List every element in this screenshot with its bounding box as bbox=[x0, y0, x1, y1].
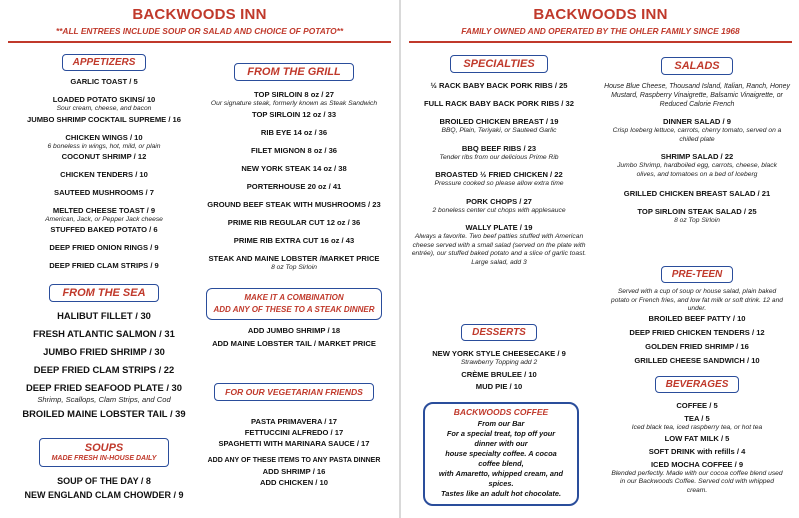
backwoods-coffee-box bbox=[423, 402, 579, 506]
grill-heading: FROM THE GRILL bbox=[234, 63, 354, 81]
menu-item-desc: Jumbo Shrimp, hardboiled egg, carrots, cheese, black olives, and tomatoes on a bed of Iceberg bbox=[617, 162, 777, 178]
coffee-line: From our Bar bbox=[477, 419, 525, 428]
beverages-section bbox=[601, 374, 793, 495]
menu-item-desc: Always a favorite. Two beef patties stuffed with American cheese served with a small salad (served on the plate with entrée), our stuffed baked potato and a slice of garlic toast. Large salad, add 3 bbox=[411, 233, 587, 266]
menu-item-desc: BBQ, Plain, Teriyaki, or Sauteed Garlic bbox=[441, 127, 557, 134]
menu-item: DEEP FRIED ONION RINGS / 9 bbox=[49, 242, 159, 252]
menu-item: ADD CHICKEN / 10 bbox=[260, 478, 328, 487]
menu-item: SHRIMP SALAD / 22 bbox=[660, 152, 734, 161]
menu-item: TEA / 5 bbox=[684, 414, 710, 423]
right-subtitle: FAMILY OWNED AND OPERATED BY THE OHLER FAMILY SINCE 1968 bbox=[461, 26, 740, 36]
menu-item: CHICKEN TENDERS / 10 bbox=[60, 170, 148, 179]
left-menu-page bbox=[0, 0, 399, 518]
menu-item: NEW YORK STYLE CHEESECAKE / 9 bbox=[432, 349, 566, 358]
menu-item: GOLDEN FRIED SHRIMP / 16 bbox=[645, 341, 749, 351]
menu-item-desc: Pressure cooked so please allow extra time bbox=[434, 180, 564, 187]
menu-item: MELTED CHEESE TOAST / 9 bbox=[52, 206, 156, 215]
menu-item: STUFFED BAKED POTATO / 6 bbox=[50, 224, 158, 234]
combo-box bbox=[206, 288, 381, 320]
add-note: ADD ANY OF THESE ITEMS TO ANY PASTA DINNER bbox=[207, 457, 381, 464]
menu-item: FILET MIGNON 8 oz / 36 bbox=[250, 145, 338, 155]
coffee-line: spices. bbox=[488, 479, 514, 488]
menu-item-desc: Strawberry Topping add 2 bbox=[460, 359, 538, 366]
menu-item: COFFEE / 5 bbox=[676, 401, 718, 410]
coffee-heading: BACKWOODS COFFEE bbox=[453, 407, 549, 417]
menu-item: DINNER SALAD / 9 bbox=[663, 117, 731, 126]
menu-item: WALLY PLATE / 19 bbox=[465, 223, 533, 232]
menu-item: STEAK AND MAINE LOBSTER /MARKET PRICE bbox=[208, 253, 380, 263]
sea-section bbox=[6, 283, 202, 420]
menu-item: JUMBO SHRIMP COCKTAIL SUPREME / 16 bbox=[26, 114, 181, 124]
menu-item: GRILLED CHICKEN BREAST SALAD / 21 bbox=[623, 189, 771, 198]
soups-section bbox=[6, 438, 202, 501]
desserts-section bbox=[405, 322, 593, 392]
menu-item: CRÈME BRULEE / 10 bbox=[461, 369, 537, 379]
menu-item: DEEP FRIED CLAM STRIPS / 9 bbox=[49, 260, 159, 270]
vegetarian-section bbox=[196, 382, 392, 488]
appetizers-section bbox=[6, 52, 202, 271]
preteen-desc: Served with a cup of soup or house salad, plain baked potato or French fries, and low fat milk or soft drink. 12 and under. bbox=[611, 288, 783, 312]
menu-item: PORK CHOPS / 27 bbox=[466, 196, 532, 206]
sea-heading: FROM THE SEA bbox=[49, 284, 158, 302]
coffee-line: dinner with our bbox=[474, 439, 528, 448]
preteen-section bbox=[601, 264, 793, 366]
menu-item: COCONUT SHRIMP / 12 bbox=[61, 152, 147, 161]
menu-item-desc: 8 oz Top Sirloin bbox=[271, 263, 317, 271]
menu-item: PRIME RIB EXTRA CUT 16 oz / 43 bbox=[233, 235, 355, 245]
coffee-line: house specialty coffee. A cocoa bbox=[445, 449, 557, 458]
menu-item: ADD MAINE LOBSTER TAIL / MARKET PRICE bbox=[212, 339, 376, 348]
menu-item-desc: Crisp Iceberg lettuce, carrots, cherry tomato, served on a chilled plate bbox=[612, 127, 782, 143]
menu-item: BROILED CHICKEN BREAST / 19 bbox=[439, 117, 559, 126]
soups-heading: SOUPS bbox=[84, 442, 124, 454]
menu-item: SOUP OF THE DAY / 8 bbox=[57, 476, 151, 486]
menu-item: SOFT DRINK with refills / 4 bbox=[648, 446, 746, 456]
salad-dressings: House Blue Cheese, Thousand Island, Italian, Ranch, Honey Mustard, Raspberry Vinaigrette, Balsamic Vinaigrette, or Reduced Calorie French bbox=[604, 83, 790, 108]
menu-item: SPAGHETTI WITH MARINARA SAUCE / 17 bbox=[218, 439, 370, 448]
menu-item: NEW YORK STEAK 14 oz / 38 bbox=[241, 163, 347, 173]
right-menu-page bbox=[401, 0, 799, 518]
menu-item: RIB EYE 14 oz / 36 bbox=[260, 127, 328, 137]
menu-item: TOP SIRLOIN STEAK SALAD / 25 bbox=[637, 207, 757, 216]
beverages-heading: BEVERAGES bbox=[655, 376, 740, 393]
salads-heading: SALADS bbox=[661, 57, 732, 75]
coffee-line: coffee blend, bbox=[478, 459, 524, 468]
menu-item: ADD SHRIMP / 16 bbox=[262, 467, 326, 476]
left-divider-line bbox=[8, 41, 391, 43]
menu-item: BBQ BEEF RIBS / 23 bbox=[461, 143, 537, 153]
menu-item: BROILED MAINE LOBSTER TAIL / 39 bbox=[22, 407, 186, 419]
vegetarian-heading: FOR OUR VEGETARIAN FRIENDS bbox=[214, 383, 374, 401]
salads-section bbox=[601, 56, 793, 226]
coffee-description bbox=[425, 419, 577, 499]
coffee-line: with Amaretto, whipped cream, and bbox=[438, 469, 564, 478]
menu-item: BROILED BEEF PATTY / 10 bbox=[648, 313, 746, 323]
combo-section bbox=[196, 288, 392, 349]
appetizers-heading: APPETIZERS bbox=[62, 54, 147, 71]
menu-item: FETTUCCINI ALFREDO / 17 bbox=[244, 428, 344, 437]
menu-item-desc: 2 boneless center cut chops with applesauce bbox=[432, 206, 566, 214]
menu-item: ADD JUMBO SHRIMP / 18 bbox=[247, 326, 341, 335]
menu-item: HALIBUT FILLET / 30 bbox=[57, 310, 151, 321]
menu-item: MUD PIE / 10 bbox=[475, 381, 523, 391]
left-subtitle: **ALL ENTREES INCLUDE SOUP OR SALAD AND CHOICE OF POTATO** bbox=[55, 26, 344, 36]
menu-item-desc: Tender ribs from our delicious Prime Rib bbox=[439, 153, 559, 161]
menu-item: FULL RACK BABY BACK PORK RIBS / 32 bbox=[424, 99, 574, 108]
specialties-section bbox=[405, 54, 593, 267]
coffee-line: For a special treat, top off your bbox=[446, 429, 556, 438]
right-divider-line bbox=[409, 41, 792, 43]
menu-item: NEW ENGLAND CLAM CHOWDER / 9 bbox=[24, 490, 184, 500]
menu-item: DEEP FRIED SEAFOOD PLATE / 30 bbox=[26, 382, 182, 393]
menu-item: CHICKEN WINGS / 10 bbox=[65, 132, 143, 142]
menu-item: GRILLED CHEESE SANDWICH / 10 bbox=[634, 355, 760, 365]
preteen-heading: PRE-TEEN bbox=[661, 266, 734, 283]
menu-item: GROUND BEEF STEAK WITH MUSHROOMS / 23 bbox=[207, 199, 381, 209]
menu-item-desc: Iced black tea, iced raspberry tea, or hot tea bbox=[631, 424, 763, 431]
menu-item: DEEP FRIED CLAM STRIPS / 22 bbox=[33, 364, 175, 375]
menu-item: BROASTED ½ FRIED CHICKEN / 22 bbox=[435, 170, 563, 179]
menu-item: TOP SIRLOIN 8 oz / 27 bbox=[254, 90, 334, 99]
combo-title: MAKE IT A COMBINATION bbox=[244, 293, 344, 302]
right-title: BACKWOODS INN bbox=[533, 6, 668, 23]
menu-item: LOW FAT MILK / 5 bbox=[664, 433, 730, 443]
menu-item-desc: Blended perfectly. Made with our cocoa coffee blend used in our Backwoods Coffee. Served cold with whipped cream. bbox=[611, 469, 783, 494]
menu-item: GARLIC TOAST / 5 bbox=[70, 77, 138, 86]
menu-item: PRIME RIB REGULAR CUT 12 oz / 36 bbox=[227, 217, 361, 227]
menu-item-desc: Shrimp, Scallops, Clam Strips, and Cod bbox=[37, 395, 171, 404]
menu-item: ICED MOCHA COFFEE / 9 bbox=[650, 459, 744, 469]
menu-item: ½ RACK BABY BACK PORK RIBS / 25 bbox=[430, 81, 568, 90]
menu-item: SAUTEED MUSHROOMS / 7 bbox=[54, 188, 154, 197]
menu-item-desc: 6 boneless in wings, hot, mild, or plain bbox=[47, 142, 161, 150]
menu-item-desc: American, Jack, or Pepper Jack cheese bbox=[45, 216, 163, 223]
soups-heading-box bbox=[39, 438, 170, 467]
menu-item-desc: Sour cream, cheese, and bacon bbox=[56, 105, 152, 112]
menu-item: FRESH ATLANTIC SALMON / 31 bbox=[33, 328, 175, 339]
menu-item: TOP SIRLOIN 12 oz / 33 bbox=[251, 109, 337, 119]
menu-item: JUMBO FRIED SHRIMP / 30 bbox=[43, 346, 165, 357]
coffee-line: Tastes like an adult hot chocolate. bbox=[440, 489, 562, 498]
left-title: BACKWOODS INN bbox=[132, 6, 267, 23]
specialties-heading: SPECIALTIES bbox=[450, 55, 547, 73]
grill-section bbox=[196, 62, 392, 272]
menu-item: LOADED POTATO SKINS/ 10 bbox=[52, 95, 156, 104]
desserts-heading: DESSERTS bbox=[461, 324, 537, 341]
menu-item: DEEP FRIED CHICKEN TENDERS / 12 bbox=[629, 327, 765, 337]
menu-item: PORTERHOUSE 20 oz / 41 bbox=[246, 181, 342, 191]
soups-subheading: MADE FRESH IN-HOUSE DAILY bbox=[51, 455, 157, 462]
menu-item-desc: Our signature steak, formerly known as Steak Sandwich bbox=[210, 100, 378, 107]
menu-item: PASTA PRIMAVERA / 17 bbox=[251, 417, 337, 426]
combo-subtitle: ADD ANY OF THESE TO A STEAK DINNER bbox=[213, 305, 375, 314]
menu-item-desc: 8 oz Top Sirloin bbox=[674, 217, 720, 224]
